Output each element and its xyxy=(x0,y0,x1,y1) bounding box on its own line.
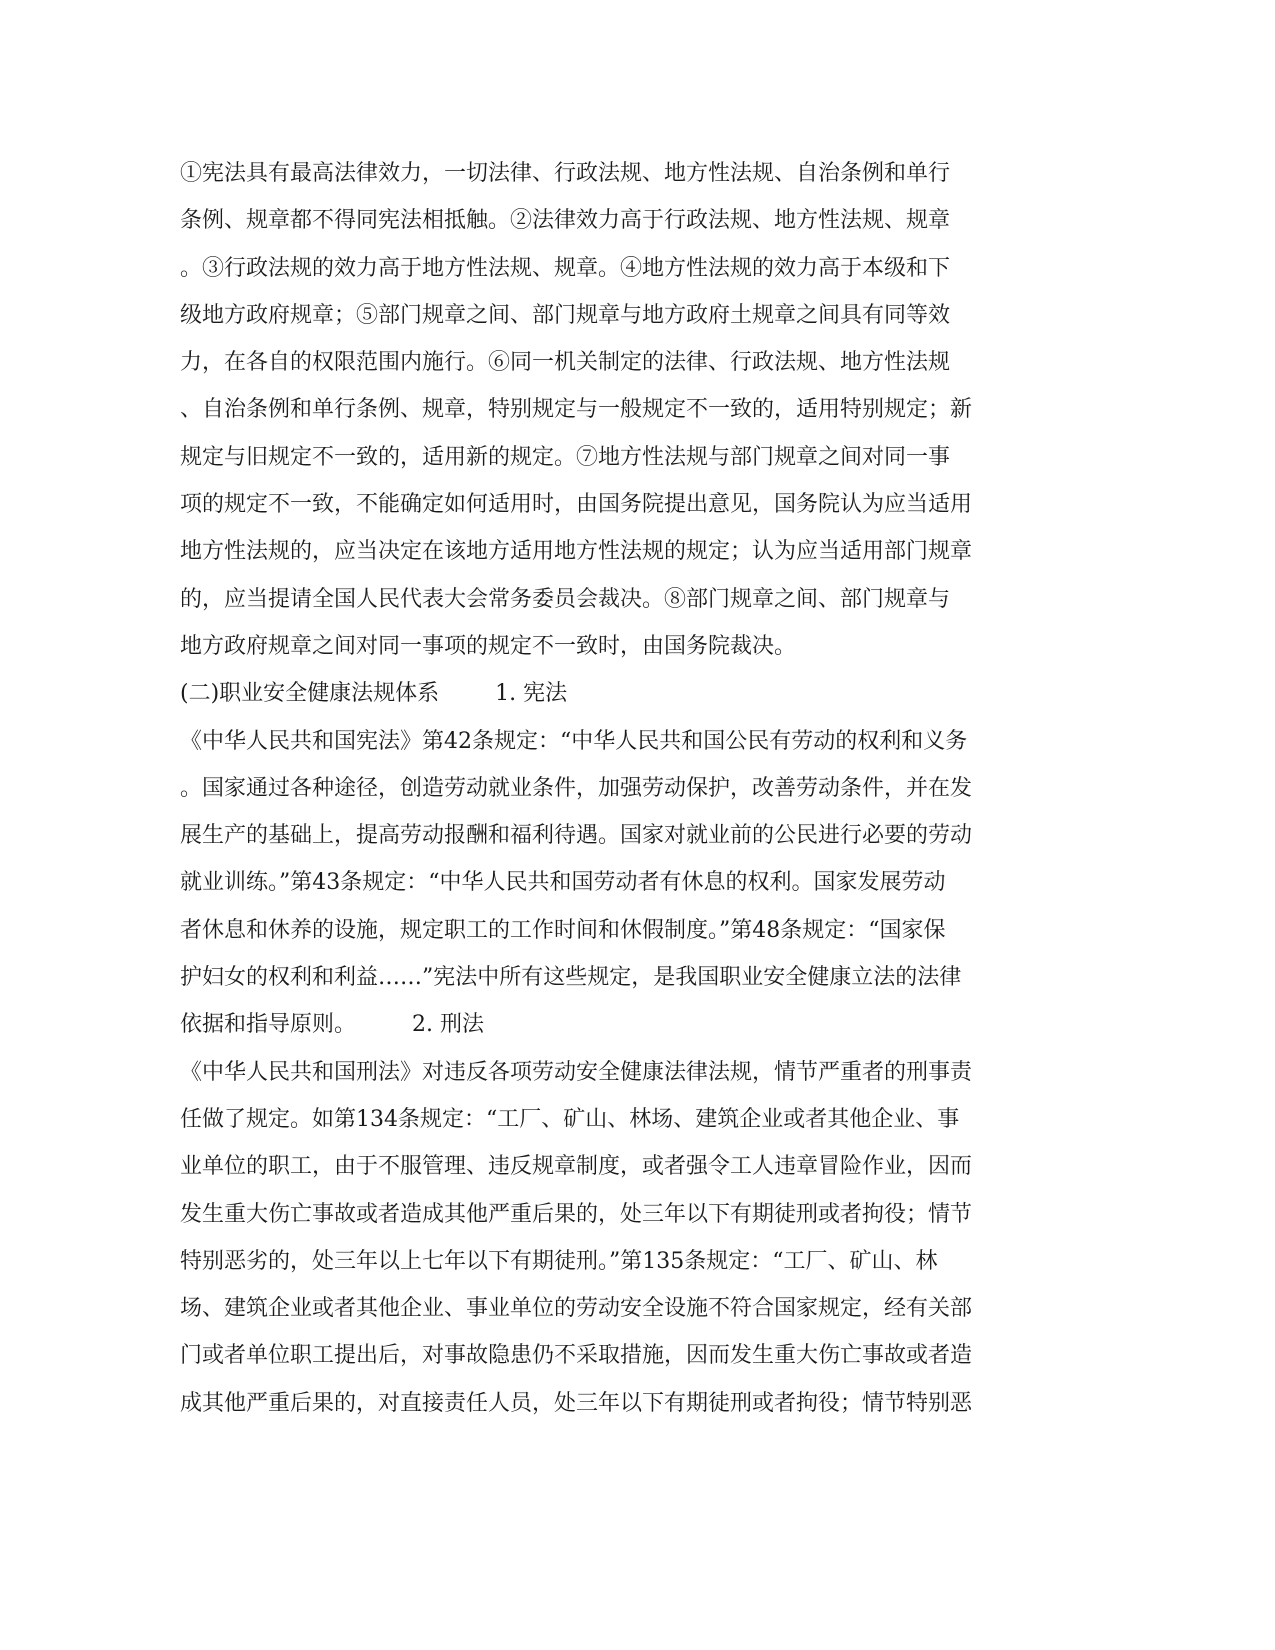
text-line: 、自治条例和单行条例、规章，特别规定与一般规定不一致的，适用特别规定；新 xyxy=(180,397,973,423)
text-line: 成其他严重后果的，对直接责任人员，处三年以下有期徒刑或者拘役；情节特别恶 xyxy=(180,1390,973,1416)
text-line: 地方政府规章之间对同一事项的规定不一致时，由国务院裁决。 xyxy=(180,633,797,659)
text-line: 级地方政府规章；⑤部门规章之间、部门规章与地方政府土规章之间具有同等效 xyxy=(180,302,951,328)
text-line: 地方性法规的，应当决定在该地方适用地方性法规的规定；认为应当适用部门规章 xyxy=(180,539,973,565)
text-line: 发生重大伤亡事故或者造成其他严重后果的，处三年以下有期徒刑或者拘役；情节 xyxy=(180,1201,973,1227)
text-line: 力，在各自的权限范围内施行。⑥同一机关制定的法律、行政法规、地方性法规 xyxy=(180,350,951,376)
text-line: 者休息和休养的设施，规定职工的工作时间和休假制度。”第48条规定：“国家保 xyxy=(180,917,946,943)
text-line-end: 依据和指导原则。 xyxy=(180,1012,357,1038)
text-line: 。③行政法规的效力高于地方性法规、规章。④地方性法规的效力高于本级和下 xyxy=(180,255,951,281)
text-line: 业单位的职工，由于不服管理、违反规章制度，或者强令工人违章冒险作业，因而 xyxy=(180,1154,973,1180)
text-line: 项的规定不一致，不能确定如何适用时，由国务院提出意见，国务院认为应当适用 xyxy=(180,492,973,518)
section-heading-line xyxy=(180,670,1080,717)
text-line: 任做了规定。如第134条规定：“工厂、矿山、林场、建筑企业或者其他企业、事 xyxy=(180,1106,960,1132)
text-line: 特别恶劣的，处三年以上七年以下有期徒刑。”第135条规定：“工厂、矿山、林 xyxy=(180,1248,938,1274)
subheading-criminal-law: 2. 刑法 xyxy=(412,1012,484,1038)
subheading-line xyxy=(180,1001,1080,1048)
text-line: 规定与旧规定不一致的，适用新的规定。⑦地方性法规与部门规章之间对同一事 xyxy=(180,444,951,470)
text-line: 《中华人民共和国宪法》第42条规定：“中华人民共和国公民有劳动的权利和义务 xyxy=(180,728,968,754)
text-line: 展生产的基础上，提高劳动报酬和福利待遇。国家对就业前的公民进行必要的劳动 xyxy=(180,823,973,849)
text-line: 门或者单位职工提出后，对事故隐患仍不采取措施，因而发生重大伤亡事故或者造 xyxy=(180,1343,973,1369)
text-line: 《中华人民共和国刑法》对违反各项劳动安全健康法律法规，情节严重者的刑事责 xyxy=(180,1059,973,1085)
text-line: 的，应当提请全国人民代表大会常务委员会裁决。⑧部门规章之间、部门规章与 xyxy=(180,586,951,612)
text-line: 。国家通过各种途径，创造劳动就业条件，加强劳动保护，改善劳动条件，并在发 xyxy=(180,775,973,801)
text-line: 护妇女的权利和利益……”宪法中所有这些规定，是我国职业安全健康立法的法律 xyxy=(180,965,962,991)
text-line: 就业训练。”第43条规定：“中华人民共和国劳动者有休息的权利。国家发展劳动 xyxy=(180,870,946,896)
subheading-constitution: 1. 宪法 xyxy=(495,681,568,707)
document-page xyxy=(180,150,1080,1427)
text-line: ①宪法具有最高法律效力，一切法律、行政法规、地方性法规、自治条例和单行 xyxy=(180,161,951,186)
text-line: 场、建筑企业或者其他企业、事业单位的劳动安全设施不符合国家规定，经有关部 xyxy=(180,1296,973,1322)
text-line: 条例、规章都不得同宪法相抵触。②法律效力高于行政法规、地方性法规、规章 xyxy=(180,208,951,234)
section-heading: (二)职业安全健康法规体系 xyxy=(180,681,440,707)
